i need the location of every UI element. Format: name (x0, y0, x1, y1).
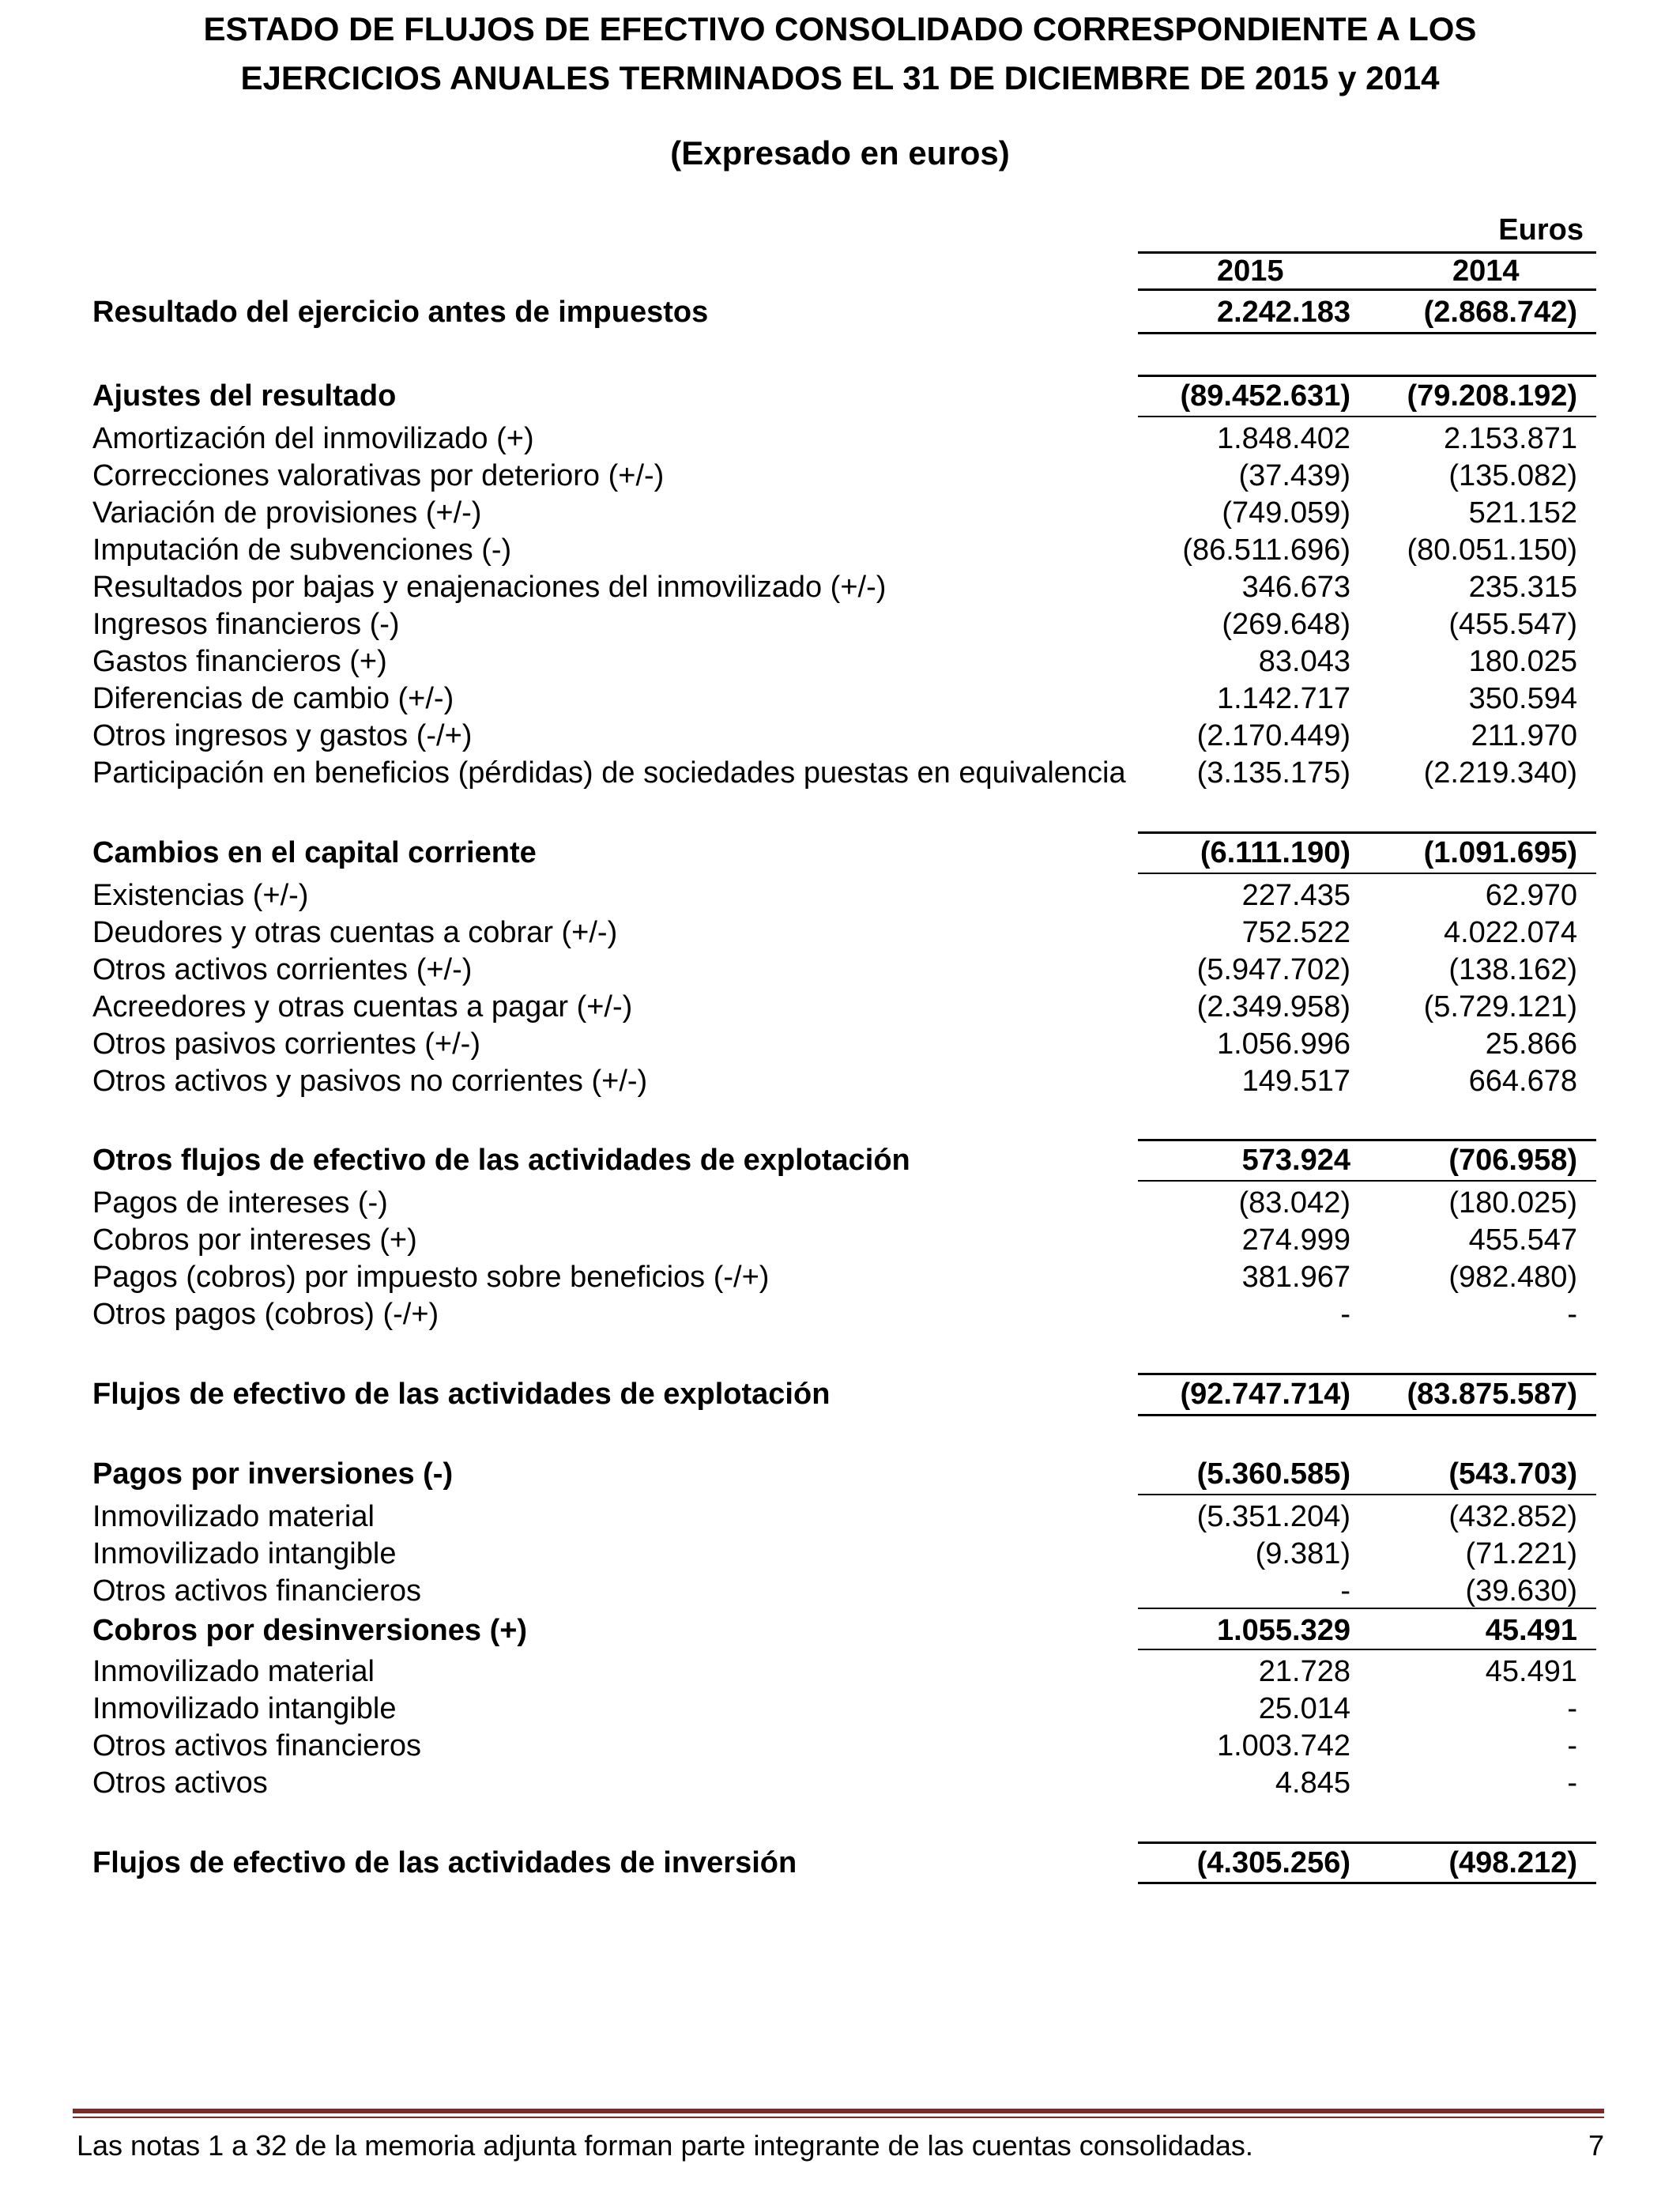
value-2014: (455.547) (1448, 608, 1577, 641)
table-row (0, 914, 1680, 952)
row-label: Flujos de efectivo de las actividades de explotación (92, 1378, 831, 1411)
value-2015: (5.947.702) (1196, 953, 1350, 986)
page-number: 7 (1588, 2129, 1604, 2162)
row-label: Cambios en el capital corriente (92, 836, 537, 869)
value-2015: (37.439) (1238, 459, 1350, 492)
table-row (0, 420, 1680, 458)
table-rule (1138, 1842, 1596, 1844)
value-2014: (498.212) (1448, 1846, 1577, 1879)
value-2014: - (1567, 1298, 1577, 1331)
value-2015: (2.170.449) (1196, 719, 1350, 752)
table-row (0, 989, 1680, 1026)
document-subtitle: (Expresado en euros) (670, 134, 1010, 172)
table-row (0, 458, 1680, 495)
value-2014: 211.970 (1471, 719, 1577, 752)
title-line-2: EJERCICIOS ANUALES TERMINADOS EL 31 DE DICIEMBRE DE 2015 y 2014 (240, 59, 1440, 96)
row-label: Otros activos y pasivos no corrientes (+/-) (92, 1065, 648, 1098)
table-rule (1138, 1608, 1596, 1609)
value-2015: 227.435 (1241, 879, 1350, 912)
value-2014: (83.875.587) (1407, 1378, 1577, 1411)
table-row (0, 1259, 1680, 1296)
document-title (0, 5, 1680, 103)
value-2015: (92.747.714) (1180, 1378, 1350, 1411)
table-subtotal-row (0, 294, 1680, 331)
value-2015: 346.673 (1241, 571, 1350, 604)
table-rule (1138, 416, 1596, 417)
table-subtotal-row (0, 835, 1680, 872)
value-2015: 752.522 (1241, 916, 1350, 949)
value-2014: (2.219.340) (1423, 756, 1577, 790)
value-2014: 521.152 (1468, 496, 1577, 530)
value-2014: 2.153.871 (1443, 422, 1577, 455)
value-2015: 1.056.996 (1216, 1027, 1350, 1061)
value-2014: (706.958) (1448, 1144, 1577, 1177)
table-subtotal-row (0, 1142, 1680, 1179)
title-line-1: ESTADO DE FLUJOS DE EFECTIVO CONSOLIDADO CORRESPONDIENTE A LOS (203, 10, 1477, 47)
value-2015: 25.014 (1258, 1692, 1350, 1725)
value-2014: (1.091.695) (1423, 836, 1577, 869)
value-2015: - (1340, 1298, 1350, 1331)
value-2014: - (1567, 1729, 1577, 1762)
row-label: Resultado del ejercicio antes de impuestos (92, 296, 709, 329)
table-rule (1138, 1373, 1596, 1375)
currency-header: Euros (1498, 213, 1584, 247)
value-2015: 1.848.402 (1216, 422, 1350, 455)
value-2015: 83.043 (1258, 645, 1350, 678)
value-2014: (71.221) (1465, 1537, 1577, 1570)
value-2015: - (1340, 1574, 1350, 1608)
value-2014: 455.547 (1468, 1223, 1577, 1257)
value-2014: 235.315 (1468, 571, 1577, 604)
value-2014: - (1567, 1766, 1577, 1800)
value-2015: 2.242.183 (1216, 296, 1350, 329)
value-2014: (39.630) (1465, 1574, 1577, 1608)
table-row (0, 1185, 1680, 1222)
value-2014: 350.594 (1468, 682, 1577, 715)
table-row (0, 1573, 1680, 1610)
row-label: Otros ingresos y gastos (-/+) (92, 719, 473, 752)
row-label: Otros activos corrientes (+/-) (92, 953, 473, 986)
table-rule (1138, 1180, 1596, 1182)
table-row (0, 1691, 1680, 1728)
table-row (0, 1728, 1680, 1765)
row-label: Inmovilizado material (92, 1655, 375, 1688)
table-row (0, 1222, 1680, 1259)
value-2014: 45.491 (1485, 1614, 1577, 1647)
table-subtotal-row (0, 1456, 1680, 1493)
row-label: Otros activos (92, 1766, 268, 1800)
table-rule (1138, 1414, 1596, 1416)
row-label: Correcciones valorativas por deterioro (+/-) (92, 459, 665, 492)
value-2015: 21.728 (1258, 1655, 1350, 1688)
value-2015: (269.648) (1222, 608, 1350, 641)
row-label: Inmovilizado intangible (92, 1537, 397, 1570)
table-row (0, 606, 1680, 643)
table-row (0, 1026, 1680, 1063)
row-label: Otros activos financieros (92, 1729, 422, 1762)
row-label: Deudores y otras cuentas a cobrar (+/-) (92, 916, 618, 949)
table-rule (1138, 332, 1596, 334)
table-subtotal-row (0, 1845, 1680, 1882)
table-rule (1138, 831, 1596, 834)
table-row (0, 680, 1680, 718)
value-2015: 573.924 (1241, 1144, 1350, 1177)
value-2014: (180.025) (1448, 1186, 1577, 1220)
value-2015: 149.517 (1241, 1065, 1350, 1098)
row-label: Ajustes del resultado (92, 379, 397, 413)
value-2015: 381.967 (1241, 1261, 1350, 1294)
value-2014: (2.868.742) (1423, 296, 1577, 329)
row-label: Variación de provisiones (+/-) (92, 496, 482, 530)
row-label: Existencias (+/-) (92, 879, 309, 912)
table-row (0, 952, 1680, 989)
footer-rule-thin (73, 2117, 1604, 2118)
table-rule (1138, 1494, 1596, 1495)
value-2014: 62.970 (1485, 879, 1577, 912)
value-2014: 664.678 (1468, 1065, 1577, 1098)
year-header-row (1138, 251, 1596, 291)
table-rule (1138, 1882, 1596, 1884)
row-label: Otros pasivos corrientes (+/-) (92, 1027, 480, 1061)
value-2015: (4.305.256) (1196, 1846, 1350, 1879)
value-2014: (982.480) (1448, 1261, 1577, 1294)
value-2015: (89.452.631) (1180, 379, 1350, 413)
row-label: Otros flujos de efectivo de las actividades de explotación (92, 1144, 910, 1177)
table-row (0, 643, 1680, 680)
value-2015: (5.360.585) (1196, 1457, 1350, 1491)
row-label: Cobros por intereses (+) (92, 1223, 417, 1257)
value-2014: (5.729.121) (1423, 990, 1577, 1023)
table-rule (1138, 1139, 1596, 1141)
table-subtotal-row (0, 1612, 1680, 1649)
value-2015: (749.059) (1222, 496, 1350, 530)
table-row (0, 718, 1680, 755)
value-2015: (2.349.958) (1196, 990, 1350, 1023)
row-label: Flujos de efectivo de las actividades de inversión (92, 1846, 797, 1879)
row-label: Pagos por inversiones (-) (92, 1457, 454, 1491)
table-row (0, 1653, 1680, 1691)
value-2014: 45.491 (1485, 1655, 1577, 1688)
footer-rule (73, 2109, 1604, 2113)
value-2014: - (1567, 1692, 1577, 1725)
row-label: Diferencias de cambio (+/-) (92, 682, 454, 715)
value-2014: 25.866 (1485, 1027, 1577, 1061)
table-row (0, 1765, 1680, 1802)
table-row (0, 1536, 1680, 1573)
value-2014: 4.022.074 (1443, 916, 1577, 949)
row-label: Cobros por desinversiones (+) (92, 1614, 528, 1647)
value-2015: 1.055.329 (1216, 1614, 1350, 1647)
year-2015-header: 2015 (1217, 254, 1284, 288)
row-label: Ingresos financieros (-) (92, 608, 400, 641)
value-2014: (432.852) (1448, 1500, 1577, 1533)
row-label: Pagos de intereses (-) (92, 1186, 388, 1220)
table-row (0, 877, 1680, 914)
row-label: Otros pagos (cobros) (-/+) (92, 1298, 439, 1331)
table-subtotal-row (0, 1376, 1680, 1413)
value-2015: 1.142.717 (1216, 682, 1350, 715)
value-2015: 4.845 (1275, 1766, 1350, 1800)
row-label: Amortización del inmovilizado (+) (92, 422, 534, 455)
row-label: Acreedores y otras cuentas a pagar (+/-) (92, 990, 633, 1023)
value-2015: (9.381) (1255, 1537, 1350, 1570)
table-row (0, 1498, 1680, 1536)
value-2015: (5.351.204) (1196, 1500, 1350, 1533)
value-2015: (86.511.696) (1182, 533, 1350, 567)
table-row (0, 1296, 1680, 1333)
table-row (0, 532, 1680, 569)
value-2015: 274.999 (1241, 1223, 1350, 1257)
table-row (0, 495, 1680, 532)
row-label: Imputación de subvenciones (-) (92, 533, 512, 567)
value-2015: (6.111.190) (1200, 836, 1350, 869)
value-2014: 180.025 (1468, 645, 1577, 678)
footer-note: Las notas 1 a 32 de la memoria adjunta forman parte integrante de las cuentas consolidadas. (77, 2129, 1253, 2162)
value-2015: 1.003.742 (1216, 1729, 1350, 1762)
row-label: Participación en beneficios (pérdidas) de sociedades puestas en equivalencia (92, 756, 1126, 790)
table-rule (1138, 873, 1596, 874)
table-rule (1138, 1649, 1596, 1650)
row-label: Otros activos financieros (92, 1574, 422, 1608)
value-2014: (543.703) (1448, 1457, 1577, 1491)
year-2014-header: 2014 (1452, 254, 1520, 288)
row-label: Resultados por bajas y enajenaciones del inmovilizado (+/-) (92, 571, 887, 604)
table-subtotal-row (0, 378, 1680, 415)
table-rule (1138, 375, 1596, 377)
value-2014: (135.082) (1448, 459, 1577, 492)
value-2014: (80.051.150) (1407, 533, 1577, 567)
row-label: Pagos (cobros) por impuesto sobre beneficios (-/+) (92, 1261, 770, 1294)
row-label: Inmovilizado material (92, 1500, 375, 1533)
value-2014: (138.162) (1448, 953, 1577, 986)
table-row (0, 1063, 1680, 1100)
row-label: Gastos financieros (+) (92, 645, 387, 678)
value-2014: (79.208.192) (1407, 379, 1577, 413)
value-2015: (3.135.175) (1196, 756, 1350, 790)
value-2015: (83.042) (1238, 1186, 1350, 1220)
table-row (0, 755, 1680, 792)
row-label: Inmovilizado intangible (92, 1692, 397, 1725)
table-row (0, 569, 1680, 606)
